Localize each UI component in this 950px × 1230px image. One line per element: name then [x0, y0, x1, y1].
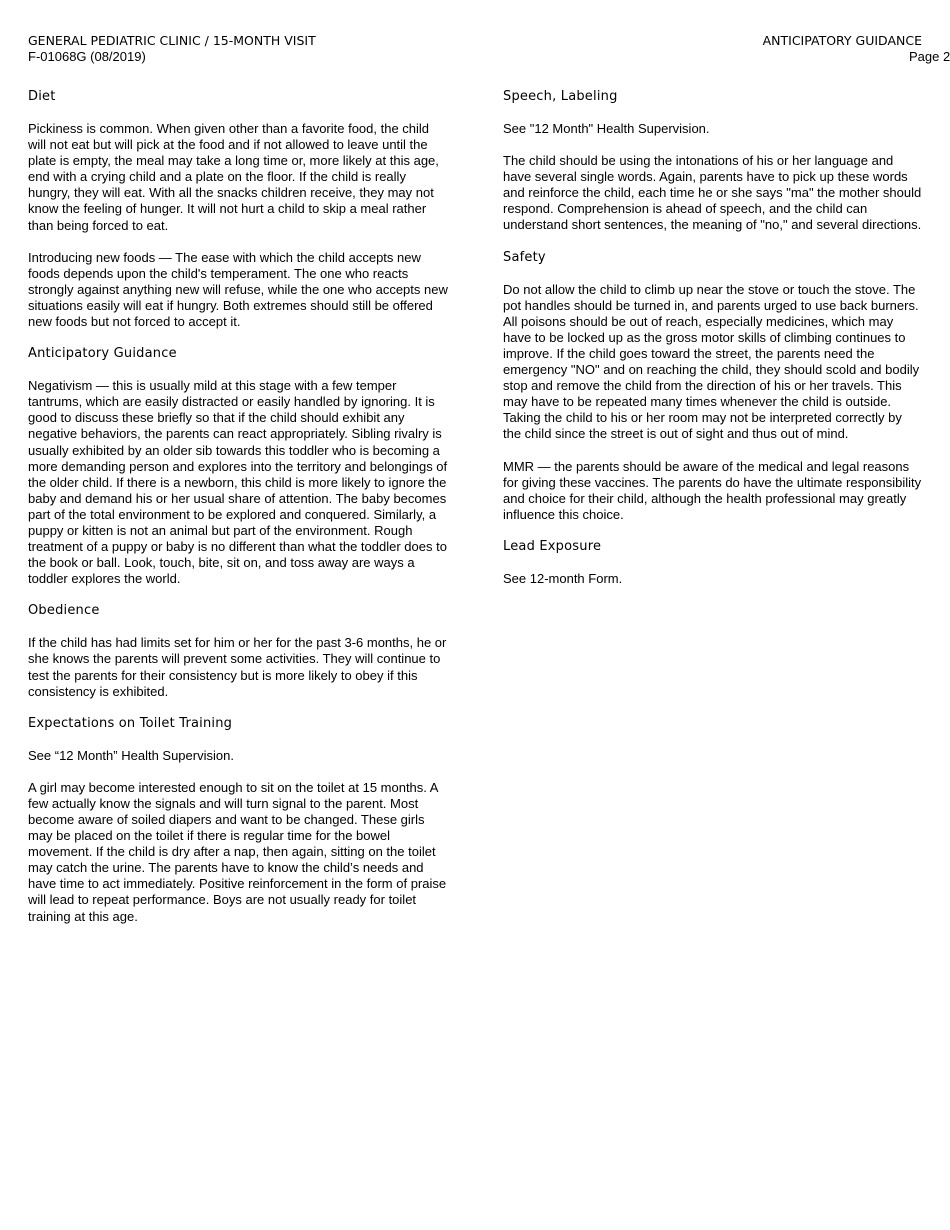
- diet-paragraph-2: Introducing new foods — The ease with which the child accepts new foods depends upon the child's temperament. The one who reacts strongly against anything new will refuse, while the one who accepts new situations easily will eat if hungry. Both extremes should still be offered new foods but not forced to accept it.: [28, 249, 448, 330]
- speech-heading: Speech, Labeling: [503, 89, 618, 104]
- speech-paragraph-2: The child should be using the intonations of his or her language and have several single words. Again, parents have to pick up these words and reinforce the child, each time he or she says "ma" the mother should respond. Comprehension is ahead of speech, and the child can understand short sentences, the meaning of "no," and several directions.: [503, 153, 922, 233]
- toilet-training-paragraph-1: See “12 Month” Health Supervision.: [28, 747, 234, 763]
- speech-paragraph-1: See "12 Month" Health Supervision.: [503, 121, 710, 136]
- obedience-heading: Obedience: [28, 603, 100, 619]
- obedience-paragraph: If the child has had limits set for him or her for the past 3-6 months, he or she knows the parents will prevent some activities. They will continue to test the parents for their consistency but is more likely to obey if this consistency is exhibited.: [28, 635, 447, 699]
- toilet-training-paragraph-2: A girl may become interested enough to sit on the toilet at 15 months. A few actually know the signals and will turn signal to the parent. Most become aware of soiled diapers and want to be changed. These girls may be placed on the toilet if there is regular time for the bowel movement. If the child is dry after a nap, then again, sitting on the toilet may catch the urine. The parents have to know the child’s needs and have time to act immediately. Positive reinforcement in the form of praise will lead to repeat performance. Boys are not usually ready for toilet training at this age.: [28, 779, 447, 924]
- anticipatory-guidance-paragraph: Negativism — this is usually mild at this stage with a few temper tantrums, which are easily distracted or easily handled by ignoring. It is good to discuss these briefly so that if the child should exhibit any negative behaviors, the parents can react appropriately. Sibling rivalry is usually exhibited by an older sib towards this toddler who is becoming a more demanding person and explores into the territory and belongings of the older child. If there is a newborn, this child is more likely to ignore the baby and demand his or her usual share of attention. The baby becomes part of the total environment to be explored and conquered. Similarly, a puppy or kitten is not an animal but part of the environment. Rough treatment of a puppy or baby is no different than what the toddler does to the book or ball. Look, touch, bite, sit on, and toss away are ways a toddler explores the world.: [28, 378, 448, 587]
- safety-paragraph-1: Do not allow the child to climb up near the stove or touch the stove. The pot handles should be turned in, and parents urged to use back burners. All poisons should be out of reach, especially medicines, which may have to be locked up as the gross motor skills of climbing continues to improve. If the child goes toward the street, the parents need the emergency "NO" and on reaching the child, they should scold and bodily stop and remove the child from the direction of his or her travels. This may have to be repeated many times whenever the child is outside. Taking the child to his or her room may not be interpreted correctly by the child since the street is out of sight and thus out of mind.: [503, 281, 920, 442]
- form-id: F-01068G (08/2019): [28, 49, 146, 64]
- left-column: [28, 89, 448, 941]
- right-column: [503, 89, 923, 603]
- section-title: ANTICIPATORY GUIDANCE: [762, 33, 922, 48]
- page-header-right: [763, 33, 922, 49]
- page-number: Page 2: [909, 49, 950, 64]
- diet-paragraph-1: Pickiness is common. When given other than a favorite food, the child will not eat but will pick at the food and if not allowed to leave until the plate is empty, the meal may take a long time or, more likely at this age, end with a crying child and a plate on the floor. If the child is really hungry, they will eat. With all the snacks children receive, they may not know the feeling of hunger. It will not hurt a child to skip a meal rather than being forced to eat.: [28, 121, 439, 233]
- lead-exposure-heading: Lead Exposure: [503, 538, 602, 554]
- safety-heading: Safety: [503, 249, 546, 265]
- toilet-training-heading: Expectations on Toilet Training: [28, 715, 233, 731]
- clinic-visit-title: GENERAL PEDIATRIC CLINIC / 15-MONTH VISIT: [28, 33, 316, 48]
- diet-heading: Diet: [28, 89, 56, 104]
- page-header-left: [28, 33, 316, 65]
- lead-exposure-paragraph: See 12-month Form.: [503, 570, 623, 586]
- safety-paragraph-2: MMR — the parents should be aware of the medical and legal reasons for giving these vaccines. The parents do have the ultimate responsibility and choice for their child, although the health professional may greatly influence this choice.: [503, 458, 922, 522]
- anticipatory-guidance-heading: Anticipatory Guidance: [28, 346, 177, 362]
